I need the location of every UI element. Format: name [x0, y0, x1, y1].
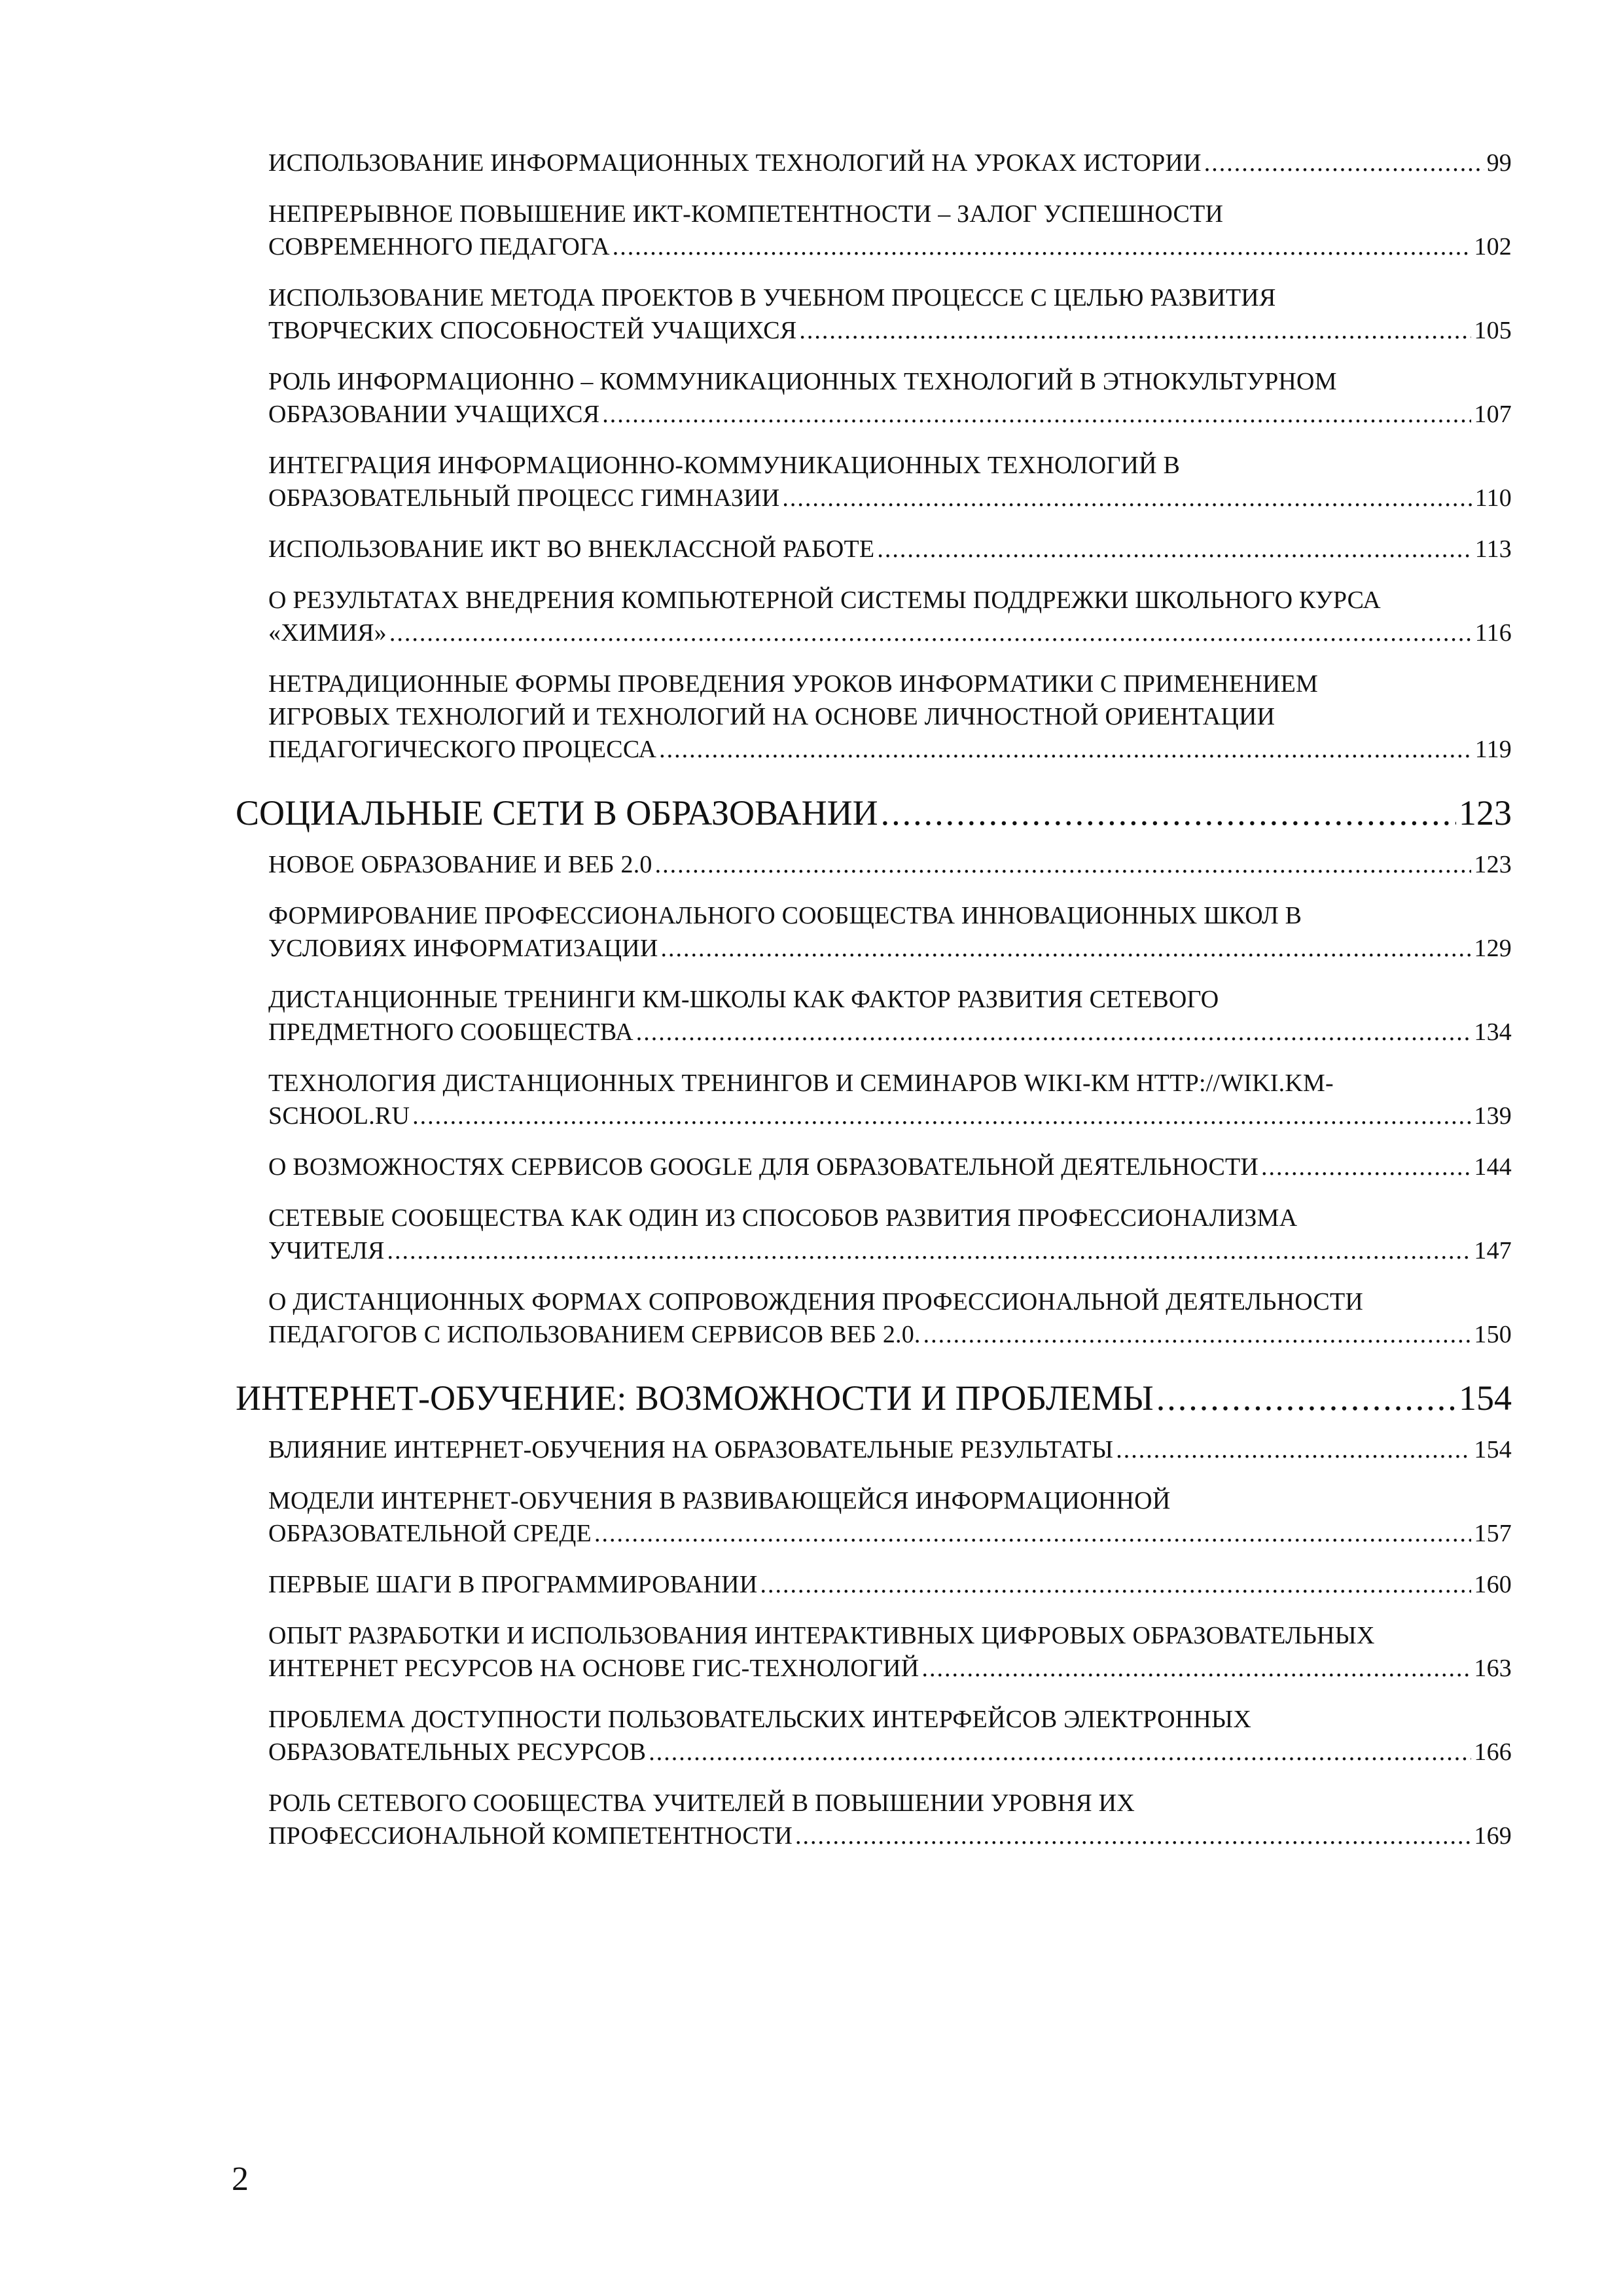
toc-entry-page-number: 107	[1474, 401, 1512, 428]
dot-leader	[760, 1568, 1471, 1601]
dot-leader	[649, 1736, 1471, 1768]
toc-entry-title-line: ИНТЕГРАЦИЯ ИНФОРМАЦИОННО-КОММУНИКАЦИОННЫХ ТЕХНОЛОГИЙ В	[268, 452, 1181, 479]
dot-leader	[613, 230, 1472, 263]
toc-section-heading[interactable]	[236, 1377, 1512, 1419]
toc-entry-title-line: ПРЕДМЕТНОГО СООБЩЕСТВА	[268, 1018, 633, 1046]
toc-entry-last-line	[268, 617, 1512, 649]
toc-entry-title-line: НЕТРАДИЦИОННЫЕ ФОРМЫ ПРОВЕДЕНИЯ УРОКОВ ИНФОРМАТИКИ С ПРИМЕНЕНИЕМ	[268, 670, 1319, 698]
toc-entry-title-line: ПРОБЛЕМА ДОСТУПНОСТИ ПОЛЬЗОВАТЕЛЬСКИХ ИНТЕРФЕЙСОВ ЭЛЕКТРОННЫХ	[268, 1706, 1252, 1733]
toc-section-heading[interactable]	[236, 792, 1512, 834]
toc-entry-title-line: ИСПОЛЬЗОВАНИЕ ИКТ ВО ВНЕКЛАССНОЙ РАБОТЕ	[268, 535, 875, 563]
toc-entry-page-number: 99	[1486, 149, 1512, 177]
toc-entry[interactable]	[236, 848, 1512, 881]
toc-entry[interactable]	[236, 533, 1512, 565]
toc-entry-page-number: 150	[1474, 1321, 1512, 1348]
toc-entry-last-line	[268, 1517, 1512, 1550]
toc-entry[interactable]	[236, 1568, 1512, 1601]
toc-entry[interactable]	[236, 1202, 1512, 1267]
toc-entry[interactable]	[236, 281, 1512, 347]
toc-entry-title-line: СОВРЕМЕННОГО ПЕДАГОГА	[268, 233, 610, 260]
toc-entry[interactable]	[236, 1787, 1512, 1852]
toc-entry-page-number: 129	[1474, 935, 1512, 962]
toc-entry-last-line	[268, 533, 1512, 565]
dot-leader	[782, 482, 1472, 514]
toc-entry-title-line: ФОРМИРОВАНИЕ ПРОФЕССИОНАЛЬНОГО СООБЩЕСТВА ИННОВАЦИОННЫХ ШКОЛ В	[268, 902, 1302, 929]
toc-entry-last-line	[268, 147, 1512, 179]
toc-entry-title-line: ОБРАЗОВАНИИ УЧАЩИХСЯ	[268, 401, 600, 428]
toc-entry-title-line: ДИСТАНЦИОННЫЕ ТРЕНИНГИ КМ-ШКОЛЫ КАК ФАКТОР РАЗВИТИЯ СЕТЕВОГО	[268, 986, 1219, 1013]
section-title: СОЦИАЛЬНЫЕ СЕТИ В ОБРАЗОВАНИИ	[236, 793, 878, 833]
toc-entry-last-line	[268, 932, 1512, 965]
toc-entry-title-line: ИГРОВЫХ ТЕХНОЛОГИЙ И ТЕХНОЛОГИЙ НА ОСНОВЕ ЛИЧНОСТНОЙ ОРИЕНТАЦИИ	[268, 703, 1275, 730]
toc-entry[interactable]	[236, 1703, 1512, 1768]
toc-entry-title-line: ПЕРВЫЕ ШАГИ В ПРОГРАММИРОВАНИИ	[268, 1571, 758, 1598]
toc-entry-page-number: 163	[1474, 1655, 1512, 1682]
toc-entry-title-line: УЧИТЕЛЯ	[268, 1237, 385, 1265]
toc-entry-page-number: 160	[1474, 1571, 1512, 1598]
toc-entry-last-line	[268, 314, 1512, 347]
toc-entry-last-line	[268, 1652, 1512, 1685]
toc-entry-title-line: НОВОЕ ОБРАЗОВАНИЕ И ВЕБ 2.0	[268, 851, 652, 878]
toc-entry-title-line: ИСПОЛЬЗОВАНИЕ ИНФОРМАЦИОННЫХ ТЕХНОЛОГИЙ НА УРОКАХ ИСТОРИИ	[268, 149, 1202, 177]
toc-entry[interactable]	[236, 1484, 1512, 1550]
toc-entry[interactable]	[236, 1067, 1512, 1132]
table-of-contents	[236, 147, 1512, 1871]
toc-entry[interactable]	[236, 983, 1512, 1049]
section-page-number: 123	[1459, 793, 1512, 833]
toc-entry-title-line: ТЕХНОЛОГИЯ ДИСТАНЦИОННЫХ ТРЕНИНГОВ И СЕМИНАРОВ WIKI-КМ HTTP://WIKI.KM-	[268, 1069, 1334, 1097]
toc-entry-title-line: ПЕДАГОГИЧЕСКОГО ПРОЦЕССА	[268, 736, 657, 763]
toc-entry-page-number: 157	[1474, 1520, 1512, 1547]
toc-entry-page-number: 147	[1474, 1237, 1512, 1265]
dot-leader	[923, 1318, 1472, 1351]
toc-entry-title-line: ПРОФЕССИОНАЛЬНОЙ КОМПЕТЕНТНОСТИ	[268, 1822, 793, 1850]
dot-leader	[1156, 1377, 1456, 1419]
dot-leader	[881, 792, 1456, 834]
toc-entry[interactable]	[236, 1151, 1512, 1183]
toc-entry-last-line	[268, 1151, 1512, 1183]
toc-entry[interactable]	[236, 1433, 1512, 1466]
toc-entry-last-line	[268, 1736, 1512, 1768]
toc-entry[interactable]	[236, 668, 1512, 766]
toc-entry-page-number: 144	[1474, 1153, 1512, 1181]
dot-leader	[1204, 147, 1484, 179]
toc-entry[interactable]	[236, 198, 1512, 263]
toc-entry-title-line: ТВОРЧЕСКИХ СПОСОБНОСТЕЙ УЧАЩИХСЯ	[268, 317, 797, 344]
toc-entry-title-line: СЕТЕВЫЕ СООБЩЕСТВА КАК ОДИН ИЗ СПОСОБОВ РАЗВИТИЯ ПРОФЕССИОНАЛИЗМА	[268, 1204, 1298, 1232]
toc-entry[interactable]	[236, 449, 1512, 514]
toc-entry-last-line	[268, 230, 1512, 263]
toc-entry-page-number: 134	[1474, 1018, 1512, 1046]
toc-entry-last-line	[268, 1318, 1512, 1351]
toc-entry-last-line	[268, 1100, 1512, 1132]
toc-entry[interactable]	[236, 365, 1512, 431]
toc-entry-title-line: НЕПРЕРЫВНОЕ ПОВЫШЕНИЕ ИКТ-КОМПЕТЕНТНОСТИ – ЗАЛОГ УСПЕШНОСТИ	[268, 200, 1224, 228]
toc-entry-title-line: МОДЕЛИ ИНТЕРНЕТ-ОБУЧЕНИЯ В РАЗВИВАЮЩЕЙСЯ ИНФОРМАЦИОННОЙ	[268, 1487, 1171, 1515]
toc-group-1	[236, 147, 1512, 766]
dot-leader	[799, 314, 1471, 347]
toc-entry-title-line: О РЕЗУЛЬТАТАХ ВНЕДРЕНИЯ КОМПЬЮТЕРНОЙ СИСТЕМЫ ПОДДРЕЖКИ ШКОЛЬНОГО КУРСА	[268, 586, 1381, 614]
toc-entry-last-line	[268, 1234, 1512, 1267]
toc-entry-page-number: 116	[1474, 619, 1512, 647]
section-page-number: 154	[1459, 1378, 1512, 1418]
toc-entry-title-line: ОБРАЗОВАТЕЛЬНОЙ СРЕДЕ	[268, 1520, 592, 1547]
toc-entry-page-number: 119	[1474, 736, 1512, 763]
toc-entry-title-line: ПЕДАГОГОВ С ИСПОЛЬЗОВАНИЕМ СЕРВИСОВ ВЕБ 2.0.	[268, 1321, 921, 1348]
toc-entry-title-line: ОПЫТ РАЗРАБОТКИ И ИСПОЛЬЗОВАНИЯ ИНТЕРАКТИВНЫХ ЦИФРОВЫХ ОБРАЗОВАТЕЛЬНЫХ	[268, 1622, 1375, 1649]
toc-entry-last-line	[268, 733, 1512, 766]
toc-entry-page-number: 166	[1474, 1738, 1512, 1766]
toc-entry[interactable]	[236, 1619, 1512, 1685]
toc-entry[interactable]	[236, 147, 1512, 179]
toc-entry[interactable]	[236, 1285, 1512, 1351]
toc-entry-title-line: «ХИМИЯ»	[268, 619, 387, 647]
toc-entry-title-line: УСЛОВИЯХ ИНФОРМАТИЗАЦИИ	[268, 935, 658, 962]
toc-entry-title-line: РОЛЬ СЕТЕВОГО СООБЩЕСТВА УЧИТЕЛЕЙ В ПОВЫШЕНИИ УРОВНЯ ИХ	[268, 1789, 1135, 1817]
dot-leader	[1116, 1433, 1471, 1466]
toc-entry-page-number: 110	[1474, 484, 1512, 512]
page-number: 2	[232, 2161, 249, 2198]
toc-entry-page-number: 139	[1474, 1102, 1512, 1130]
dot-leader	[387, 1234, 1471, 1267]
dot-leader	[659, 733, 1472, 766]
dot-leader	[389, 617, 1472, 649]
toc-entry-page-number: 102	[1474, 233, 1512, 260]
toc-entry-last-line	[268, 1568, 1512, 1601]
dot-leader	[594, 1517, 1471, 1550]
dot-leader	[795, 1820, 1471, 1852]
dot-leader	[1261, 1151, 1471, 1183]
toc-group-2	[236, 848, 1512, 1351]
toc-entry-title-line: ВЛИЯНИЕ ИНТЕРНЕТ-ОБУЧЕНИЯ НА ОБРАЗОВАТЕЛЬНЫЕ РЕЗУЛЬТАТЫ	[268, 1436, 1114, 1463]
toc-entry-title-line: ИНТЕРНЕТ РЕСУРСОВ НА ОСНОВЕ ГИС-ТЕХНОЛОГИЙ	[268, 1655, 919, 1682]
toc-entry-title-line: ИСПОЛЬЗОВАНИЕ МЕТОДА ПРОЕКТОВ В УЧЕБНОМ ПРОЦЕССЕ С ЦЕЛЬЮ РАЗВИТИЯ	[268, 284, 1276, 312]
toc-entry-last-line	[268, 1433, 1512, 1466]
toc-entry-page-number: 105	[1474, 317, 1512, 344]
dot-leader	[636, 1016, 1472, 1049]
dot-leader	[661, 932, 1472, 965]
toc-entry-title-line: SCHOOL.RU	[268, 1102, 410, 1130]
toc-entry-page-number: 123	[1474, 851, 1512, 878]
toc-entry-title-line: О ВОЗМОЖНОСТЯХ СЕРВИСОВ GOOGLE ДЛЯ ОБРАЗОВАТЕЛЬНОЙ ДЕЯТЕЛЬНОСТИ	[268, 1153, 1259, 1181]
dot-leader	[921, 1652, 1471, 1685]
toc-entry-last-line	[268, 1016, 1512, 1049]
dot-leader	[412, 1100, 1471, 1132]
section-title: ИНТЕРНЕТ-ОБУЧЕНИЕ: ВОЗМОЖНОСТИ И ПРОБЛЕМЫ	[236, 1378, 1154, 1418]
toc-entry-page-number: 169	[1474, 1822, 1512, 1850]
toc-entry-title-line: ОБРАЗОВАТЕЛЬНЫЙ ПРОЦЕСС ГИМНАЗИИ	[268, 484, 780, 512]
toc-entry-last-line	[268, 848, 1512, 881]
dot-leader	[877, 533, 1472, 565]
toc-entry-last-line	[268, 1820, 1512, 1852]
toc-entry[interactable]	[236, 899, 1512, 965]
toc-entry[interactable]	[236, 584, 1512, 649]
dot-leader	[602, 398, 1471, 431]
toc-entry-last-line	[268, 398, 1512, 431]
toc-entry-title-line: РОЛЬ ИНФОРМАЦИОННО – КОММУНИКАЦИОННЫХ ТЕХНОЛОГИЙ В ЭТНОКУЛЬТУРНОМ	[268, 368, 1337, 395]
toc-entry-page-number: 113	[1474, 535, 1512, 563]
toc-entry-title-line: О ДИСТАНЦИОННЫХ ФОРМАХ СОПРОВОЖДЕНИЯ ПРОФЕССИОНАЛЬНОЙ ДЕЯТЕЛЬНОСТИ	[268, 1288, 1364, 1316]
toc-group-3	[236, 1433, 1512, 1852]
dot-leader	[655, 848, 1472, 881]
toc-entry-title-line: ОБРАЗОВАТЕЛЬНЫХ РЕСУРСОВ	[268, 1738, 647, 1766]
toc-entry-page-number: 154	[1474, 1436, 1512, 1463]
toc-entry-last-line	[268, 482, 1512, 514]
